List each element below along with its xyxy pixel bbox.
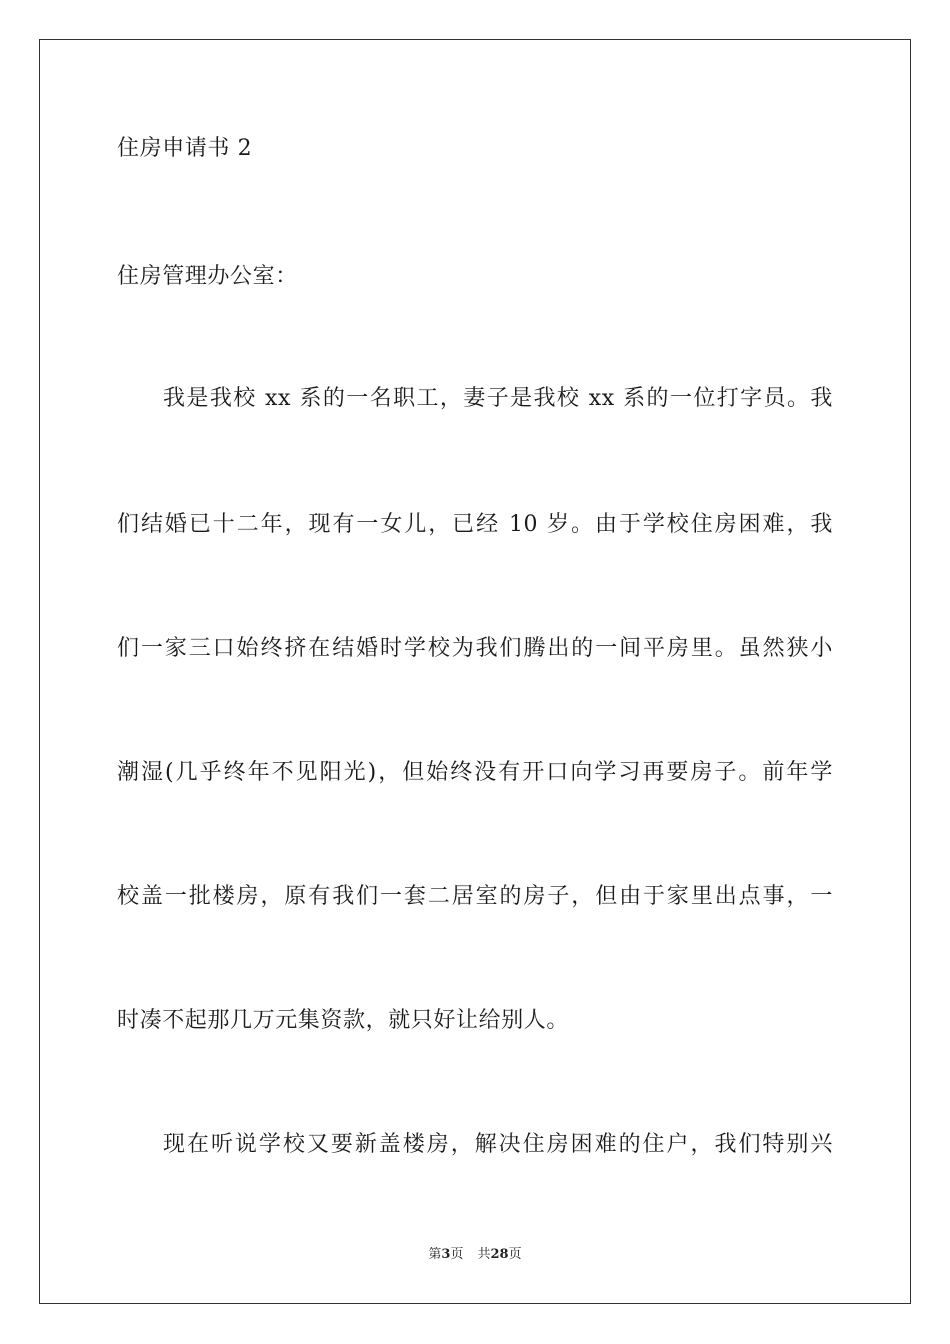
document-title: 住房申请书 2 bbox=[117, 136, 253, 161]
page-prefix: 第 bbox=[428, 1247, 442, 1262]
salutation: 住房管理办公室： bbox=[117, 264, 298, 289]
paragraph-line: 校盖一批楼房，原有我们一套二居室的房子，但由于家里出点事，一 bbox=[117, 884, 833, 909]
page-number: 3 bbox=[441, 1247, 451, 1262]
paragraph-line: 时凑不起那几万元集资款，就只好让给别人。 bbox=[117, 1008, 570, 1033]
paragraph-line: 潮湿(几乎终年不见阳光)，但始终没有开口向学习再要房子。前年学 bbox=[117, 760, 833, 785]
page-suffix: 页 bbox=[450, 1247, 464, 1262]
page-border bbox=[39, 39, 911, 1304]
paragraph-line: 我是我校 xx 系的一名职工，妻子是我校 xx 系的一位打字员。我 bbox=[163, 386, 833, 411]
total-prefix: 共 bbox=[477, 1247, 491, 1262]
paragraph-line: 们一家三口始终挤在结婚时学校为我们腾出的一间平房里。虽然狭小 bbox=[117, 636, 833, 661]
total-pages: 28 bbox=[490, 1247, 509, 1262]
paragraph-line: 们结婚已十二年，现有一女儿，已经 10 岁。由于学校住房困难，我 bbox=[117, 512, 833, 537]
total-suffix: 页 bbox=[508, 1247, 522, 1262]
page-footer bbox=[0, 1246, 950, 1264]
paragraph-line: 现在听说学校又要新盖楼房，解决住房困难的住户，我们特别兴 bbox=[163, 1132, 833, 1157]
